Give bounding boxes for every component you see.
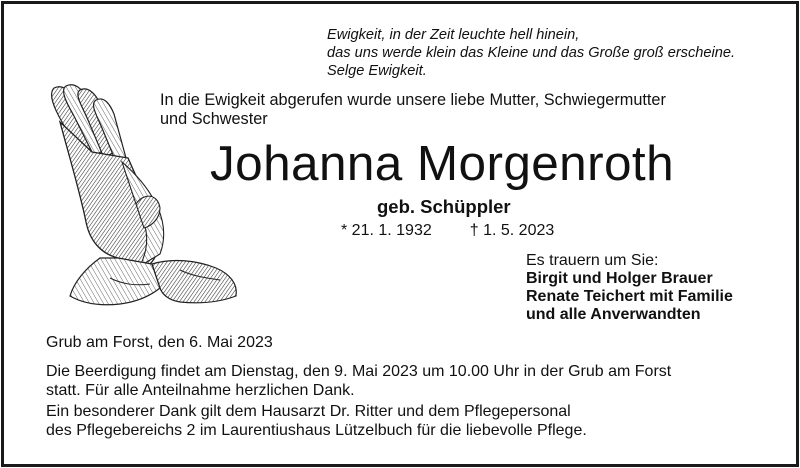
mourner-name: Birgit und Holger Brauer	[526, 270, 713, 287]
funeral-line: statt. Für alle Anteilnahme herzlichen Dank.	[46, 382, 355, 399]
poem-line: das uns werde klein das Kleine und das Große groß erscheine.	[327, 45, 736, 61]
life-dates	[341, 221, 554, 241]
intro-text	[160, 91, 666, 129]
funeral-info	[46, 362, 671, 400]
poem-quote	[327, 26, 735, 80]
death-date: † 1. 5. 2023	[469, 222, 555, 239]
thanks-line: des Pflegebereichs 2 im Laurentiushaus Lützelbuch für die liebevolle Pflege.	[46, 422, 587, 439]
place-date: Grub am Forst, den 6. Mai 2023	[46, 334, 273, 351]
mourners-block	[526, 252, 733, 324]
deceased-name: Johanna Morgenroth	[210, 136, 675, 191]
thanks-text	[46, 402, 587, 440]
poem-line: Ewigkeit, in der Zeit leuchte hell hinein,	[327, 27, 580, 43]
intro-line: und Schwester	[160, 110, 268, 128]
mourner-name: und alle Anverwandten	[526, 306, 701, 323]
mourner-name: Renate Teichert mit Familie	[526, 288, 733, 305]
poem-line: Selge Ewigkeit.	[327, 63, 427, 79]
funeral-line: Die Beerdigung findet am Dienstag, den 9. Mai 2023 um 10.00 Uhr in der Grub am Forst	[46, 363, 672, 380]
birth-name: geb. Schüppler	[377, 196, 511, 217]
birth-date: * 21. 1. 1932	[341, 222, 432, 239]
intro-line: In die Ewigkeit abgerufen wurde unsere liebe Mutter, Schwiegermutter	[160, 91, 666, 109]
thanks-line: Ein besonderer Dank gilt dem Hausarzt Dr. Ritter und dem Pflegepersonal	[46, 403, 571, 420]
mourners-heading: Es trauern um Sie:	[526, 252, 659, 269]
